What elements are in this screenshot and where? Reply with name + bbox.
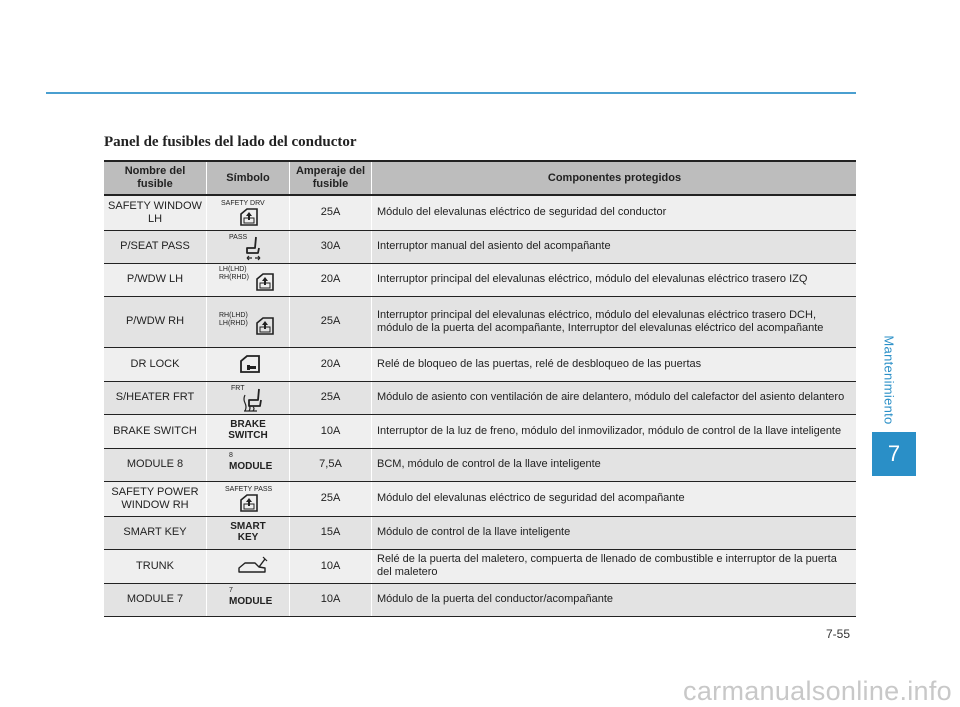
symbol-label: FRT [231, 384, 245, 392]
fuse-name: MODULE 8 [104, 448, 207, 481]
symbol-number: 7 [229, 586, 233, 594]
fuse-symbol [207, 381, 290, 414]
section-title: Panel de fusibles del lado del conductor [104, 134, 357, 150]
fuse-name: TRUNK [104, 549, 207, 583]
fuse-symbol [207, 195, 290, 230]
fuse-symbol [207, 448, 290, 481]
fuse-components: BCM, módulo de control de la llave inteligente [372, 448, 857, 481]
header-components: Componentes protegidos [372, 161, 857, 195]
fuse-amperage: 25A [290, 481, 372, 516]
symbol-label: SAFETY PASS [225, 485, 273, 493]
power-window-icon [255, 273, 275, 291]
fuse-amperage: 10A [290, 583, 372, 616]
table-header-row [104, 161, 856, 195]
fuse-symbol [207, 516, 290, 549]
fuse-amperage: 7,5A [290, 448, 372, 481]
fuse-amperage: 10A [290, 549, 372, 583]
fuse-table [104, 160, 856, 617]
header-amperage: Amperaje del fusible [290, 161, 372, 195]
top-rule [46, 92, 856, 94]
fuse-amperage: 20A [290, 347, 372, 381]
fuse-symbol [207, 347, 290, 381]
table-row [104, 516, 856, 549]
fuse-components: Relé de la puerta del maletero, compuerta de llenado de combustible e interruptor de la puerta del maletero [372, 549, 857, 583]
table-row [104, 195, 856, 230]
fuse-name: DR LOCK [104, 347, 207, 381]
fuse-amperage: 25A [290, 195, 372, 230]
fuse-components: Módulo de asiento con ventilación de aire delantero, módulo del calefactor del asiento delantero [372, 381, 857, 414]
safety-window-icon [239, 208, 259, 226]
fuse-components: Módulo de la puerta del conductor/acompañante [372, 583, 857, 616]
symbol-label-secondary: RH(RHD) [219, 273, 249, 281]
fuse-name: P/WDW LH [104, 263, 207, 296]
watermark: carmanualsonline.info [683, 676, 952, 706]
fuse-symbol [207, 549, 290, 583]
symbol-word: SMART [230, 520, 266, 532]
power-window-icon [255, 317, 275, 335]
chapter-tab: 7 [872, 432, 916, 476]
table-row [104, 549, 856, 583]
fuse-name: SMART KEY [104, 516, 207, 549]
fuse-components: Interruptor principal del elevalunas eléctrico, módulo del elevalunas eléctrico trasero IZQ [372, 263, 857, 296]
symbol-label-secondary: LH(RHD) [219, 319, 248, 327]
fuse-components: Interruptor principal del elevalunas eléctrico, módulo del elevalunas eléctrico trasero DCH, módulo de la puerta del acompañante, Interruptor del elevalunas eléctrico del acompañante [372, 296, 857, 347]
side-chapter-label: Mantenimiento [881, 335, 897, 425]
fuse-name: P/WDW RH [104, 296, 207, 347]
fuse-name: MODULE 7 [104, 583, 207, 616]
table-row [104, 347, 856, 381]
fuse-symbol [207, 414, 290, 448]
table-row [104, 583, 856, 616]
trunk-icon [237, 556, 269, 576]
fuse-name: S/HEATER FRT [104, 381, 207, 414]
symbol-label: LH(LHD) [219, 265, 247, 273]
fuse-components: Relé de bloqueo de las puertas, relé de desbloqueo de las puertas [372, 347, 857, 381]
fuse-symbol [207, 230, 290, 263]
table-row [104, 296, 856, 347]
symbol-word: MODULE [229, 595, 273, 607]
header-symbol: Símbolo [207, 161, 290, 195]
header-fuse-name: Nombre del fusible [104, 161, 207, 195]
fuse-amperage: 10A [290, 414, 372, 448]
fuse-amperage: 30A [290, 230, 372, 263]
seat-heater-icon [241, 386, 265, 413]
fuse-amperage: 20A [290, 263, 372, 296]
symbol-word: BRAKE [230, 419, 266, 430]
symbol-word: MODULE [229, 460, 273, 472]
symbol-label: RH(LHD) [219, 311, 248, 319]
symbol-label: SAFETY DRV [221, 199, 265, 207]
power-seat-icon [243, 235, 263, 262]
fuse-symbol [207, 263, 290, 296]
fuse-components: Módulo del elevalunas eléctrico de seguridad del acompañante [372, 481, 857, 516]
fuse-name: SAFETY POWER WINDOW RH [104, 481, 207, 516]
fuse-components: Módulo del elevalunas eléctrico de seguridad del conductor [372, 195, 857, 230]
table-row [104, 263, 856, 296]
fuse-components: Interruptor de la luz de freno, módulo del inmovilizador, módulo de control de la llave inteligente [372, 414, 857, 448]
fuse-name: BRAKE SWITCH [104, 414, 207, 448]
table-row [104, 230, 856, 263]
table-row [104, 481, 856, 516]
fuse-symbol [207, 481, 290, 516]
door-lock-icon [239, 354, 261, 374]
fuse-amperage: 25A [290, 381, 372, 414]
fuse-components: Módulo de control de la llave inteligente [372, 516, 857, 549]
table-row [104, 414, 856, 448]
fuse-symbol [207, 296, 290, 347]
fuse-components: Interruptor manual del asiento del acompañante [372, 230, 857, 263]
symbol-word-secondary: KEY [237, 531, 259, 543]
table-row [104, 381, 856, 414]
fuse-amperage: 25A [290, 296, 372, 347]
fuse-amperage: 15A [290, 516, 372, 549]
fuse-name: P/SEAT PASS [104, 230, 207, 263]
symbol-word-secondary: SWITCH [228, 430, 268, 441]
symbol-label: PASS [229, 233, 248, 241]
page-number: 7-55 [826, 627, 851, 641]
symbol-number: 8 [229, 451, 233, 459]
table-row [104, 448, 856, 481]
fuse-symbol [207, 583, 290, 616]
fuse-name: SAFETY WINDOW LH [104, 195, 207, 230]
safety-window-icon [239, 494, 259, 512]
